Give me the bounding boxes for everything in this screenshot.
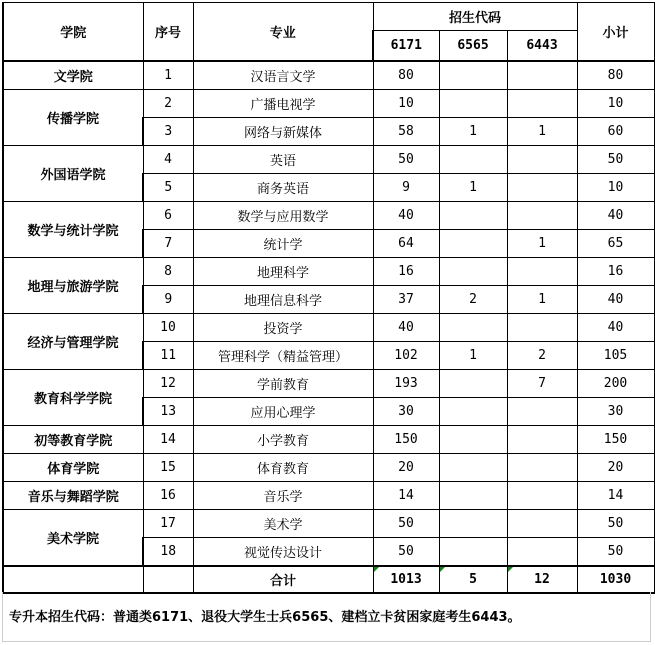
code-6171-cell: 9 [373, 174, 439, 202]
code-6443-cell [507, 61, 577, 90]
no-cell: 2 [143, 90, 193, 118]
college-cell: 传播学院 [3, 90, 143, 146]
code-6443-cell: 1 [507, 230, 577, 258]
subtotal-cell: 50 [577, 538, 654, 567]
code-6565-cell [439, 202, 507, 230]
header-major: 专业 [193, 3, 373, 62]
no-cell: 7 [143, 230, 193, 258]
major-cell: 英语 [193, 146, 373, 174]
header-no: 序号 [143, 3, 193, 62]
total-row [3, 566, 654, 593]
code-6171-cell: 50 [373, 510, 439, 538]
enrollment-table [2, 2, 655, 594]
no-cell: 10 [143, 314, 193, 342]
code-6443-cell [507, 174, 577, 202]
major-cell: 汉语言文学 [193, 61, 373, 90]
code-6443-cell [507, 90, 577, 118]
footnote [2, 592, 651, 642]
subtotal-cell: 65 [577, 230, 654, 258]
code-6565-cell: 1 [439, 342, 507, 370]
table-row [3, 146, 654, 174]
total-6171-value: 1013 [390, 572, 422, 587]
subtotal-cell: 40 [577, 314, 654, 342]
table-row [3, 202, 654, 230]
code-6171-cell: 16 [373, 258, 439, 286]
college-cell: 初等教育学院 [3, 426, 143, 454]
header-code-6565: 6565 [439, 31, 507, 62]
code-6171-cell: 37 [373, 286, 439, 314]
subtotal-cell: 50 [577, 510, 654, 538]
college-cell: 美术学院 [3, 510, 143, 567]
major-cell: 音乐学 [193, 482, 373, 510]
no-cell: 18 [143, 538, 193, 567]
cell-marker-icon [440, 567, 445, 572]
subtotal-cell: 40 [577, 286, 654, 314]
code-6443-cell [507, 258, 577, 286]
table-row [3, 454, 654, 482]
code-6171-cell: 40 [373, 314, 439, 342]
no-cell: 1 [143, 61, 193, 90]
code-6171-cell: 150 [373, 426, 439, 454]
college-cell: 地理与旅游学院 [3, 258, 143, 314]
major-cell: 投资学 [193, 314, 373, 342]
code-6443-cell [507, 510, 577, 538]
code-6171-cell: 80 [373, 61, 439, 90]
major-cell: 地理科学 [193, 258, 373, 286]
code-6565-cell: 2 [439, 286, 507, 314]
total-subtotal-value: 1030 [599, 572, 632, 587]
code-6171-cell: 40 [373, 202, 439, 230]
code-6171-cell: 193 [373, 370, 439, 398]
code-6443-cell [507, 538, 577, 567]
no-cell: 4 [143, 146, 193, 174]
code-6171-cell: 50 [373, 538, 439, 567]
table-row [3, 258, 654, 286]
major-cell: 广播电视学 [193, 90, 373, 118]
no-cell: 15 [143, 454, 193, 482]
code-6443-cell [507, 482, 577, 510]
total-label: 合计 [193, 566, 373, 593]
subtotal-cell: 10 [577, 174, 654, 202]
code-6565-cell [439, 314, 507, 342]
code-6443-cell: 7 [507, 370, 577, 398]
table-row [3, 61, 654, 90]
code-6565-cell [439, 370, 507, 398]
no-cell: 8 [143, 258, 193, 286]
no-cell: 5 [143, 174, 193, 202]
no-cell: 17 [143, 510, 193, 538]
college-cell: 外国语学院 [3, 146, 143, 202]
total-6171 [373, 566, 439, 593]
major-cell: 统计学 [193, 230, 373, 258]
code-6565-cell [439, 482, 507, 510]
header-codes-group: 招生代码 [373, 3, 577, 31]
code-6565-cell [439, 510, 507, 538]
code-6443-cell [507, 146, 577, 174]
major-cell: 数学与应用数学 [193, 202, 373, 230]
code-6171-cell: 102 [373, 342, 439, 370]
code-6171-cell: 10 [373, 90, 439, 118]
total-6443-value: 12 [534, 572, 550, 587]
subtotal-cell: 16 [577, 258, 654, 286]
table-row [3, 90, 654, 118]
code-6565-cell: 1 [439, 118, 507, 146]
major-cell: 视觉传达设计 [193, 538, 373, 567]
subtotal-cell: 20 [577, 454, 654, 482]
code-6443-cell [507, 454, 577, 482]
college-cell: 教育科学学院 [3, 370, 143, 426]
code-6171-cell: 30 [373, 398, 439, 426]
subtotal-cell: 10 [577, 90, 654, 118]
code-6443-cell: 2 [507, 342, 577, 370]
total-6565 [439, 566, 507, 593]
subtotal-cell: 150 [577, 426, 654, 454]
major-cell: 美术学 [193, 510, 373, 538]
code-6443-cell: 1 [507, 118, 577, 146]
total-subtotal [577, 566, 654, 593]
cell-marker-icon [374, 567, 379, 572]
code-6565-cell [439, 454, 507, 482]
cell-marker-icon [508, 567, 513, 572]
code-6565-cell [439, 146, 507, 174]
major-cell: 管理科学（精益管理） [193, 342, 373, 370]
code-6171-cell: 20 [373, 454, 439, 482]
total-empty-college [3, 566, 143, 593]
header-subtotal: 小计 [577, 3, 654, 62]
college-cell: 音乐与舞蹈学院 [3, 482, 143, 510]
subtotal-cell: 40 [577, 202, 654, 230]
major-cell: 应用心理学 [193, 398, 373, 426]
total-empty-no [143, 566, 193, 593]
major-cell: 地理信息科学 [193, 286, 373, 314]
major-cell: 小学教育 [193, 426, 373, 454]
college-cell: 文学院 [3, 61, 143, 90]
college-cell: 体育学院 [3, 454, 143, 482]
code-6565-cell [439, 258, 507, 286]
header-code-6171: 6171 [373, 31, 439, 62]
code-6443-cell [507, 398, 577, 426]
total-6443 [507, 566, 577, 593]
code-6171-cell: 50 [373, 146, 439, 174]
code-6565-cell [439, 90, 507, 118]
table-row [3, 482, 654, 510]
subtotal-cell: 14 [577, 482, 654, 510]
no-cell: 12 [143, 370, 193, 398]
subtotal-cell: 60 [577, 118, 654, 146]
code-6565-cell [439, 398, 507, 426]
no-cell: 14 [143, 426, 193, 454]
table-row [3, 426, 654, 454]
subtotal-cell: 105 [577, 342, 654, 370]
major-cell: 商务英语 [193, 174, 373, 202]
table-row [3, 510, 654, 538]
total-6565-value: 5 [469, 572, 477, 587]
no-cell: 16 [143, 482, 193, 510]
major-cell: 体育教育 [193, 454, 373, 482]
no-cell: 11 [143, 342, 193, 370]
major-cell: 网络与新媒体 [193, 118, 373, 146]
subtotal-cell: 30 [577, 398, 654, 426]
college-cell: 数学与统计学院 [3, 202, 143, 258]
subtotal-cell: 200 [577, 370, 654, 398]
code-6171-cell: 58 [373, 118, 439, 146]
subtotal-cell: 80 [577, 61, 654, 90]
code-6171-cell: 64 [373, 230, 439, 258]
college-cell: 经济与管理学院 [3, 314, 143, 370]
subtotal-cell: 50 [577, 146, 654, 174]
code-6565-cell [439, 61, 507, 90]
table-row [3, 314, 654, 342]
header-code-6443: 6443 [507, 31, 577, 62]
code-6565-cell: 1 [439, 174, 507, 202]
code-6443-cell: 1 [507, 286, 577, 314]
no-cell: 9 [143, 286, 193, 314]
code-6565-cell [439, 426, 507, 454]
code-6565-cell [439, 538, 507, 567]
code-6443-cell [507, 426, 577, 454]
major-cell: 学前教育 [193, 370, 373, 398]
header-college: 学院 [3, 3, 143, 62]
code-6171-cell: 14 [373, 482, 439, 510]
code-6443-cell [507, 314, 577, 342]
code-6565-cell [439, 230, 507, 258]
table-row [3, 370, 654, 398]
no-cell: 6 [143, 202, 193, 230]
no-cell: 13 [143, 398, 193, 426]
no-cell: 3 [143, 118, 193, 146]
code-6443-cell [507, 202, 577, 230]
footnote-text: 专升本招生代码：普通类6171、退役大学生士兵6565、建档立卡贫困家庭考生6443。 [9, 610, 521, 625]
